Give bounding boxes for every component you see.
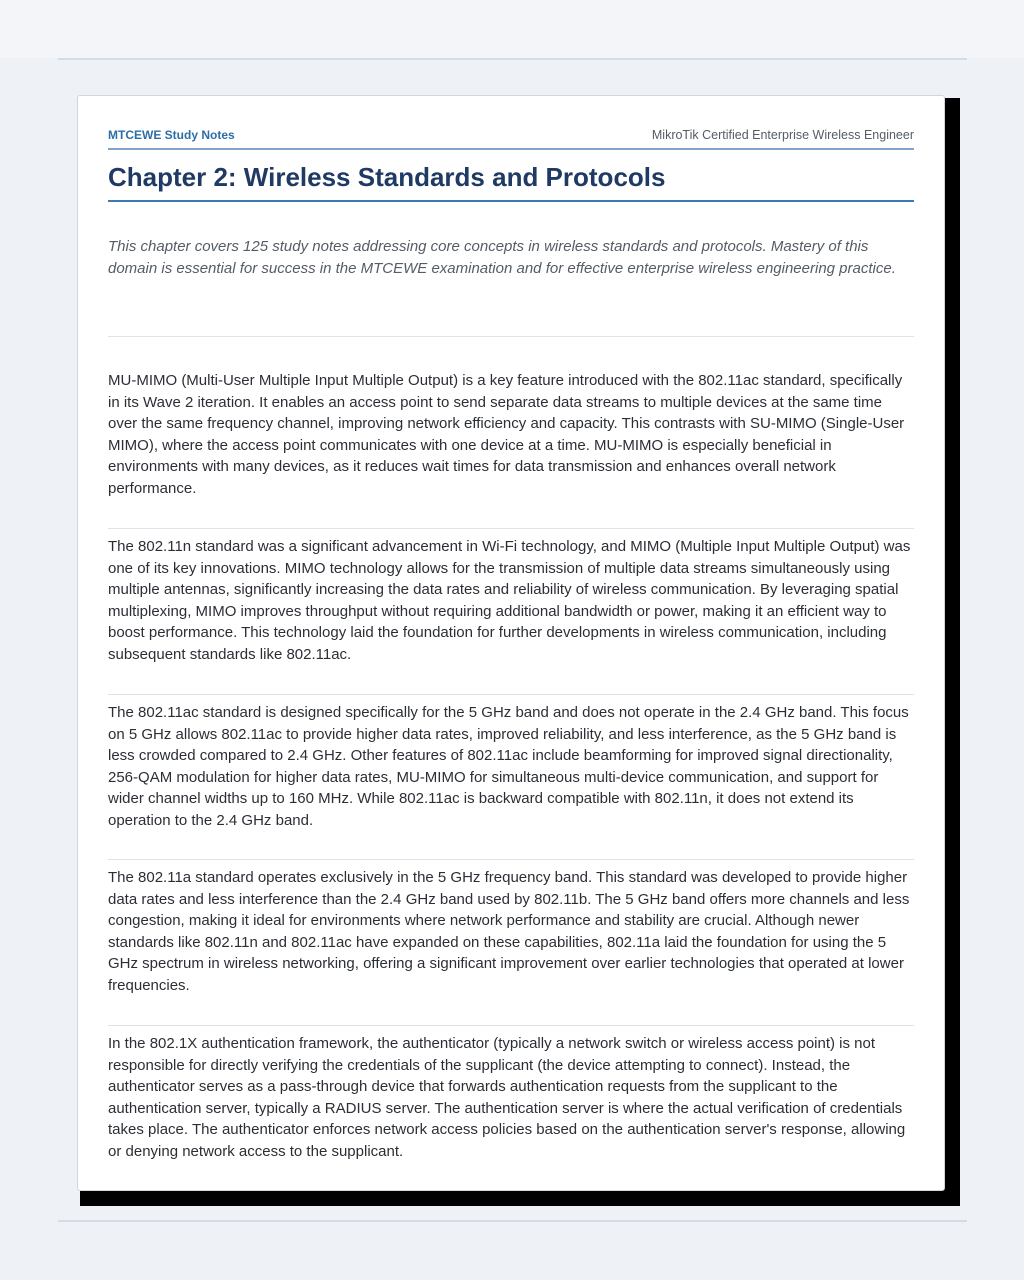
section-divider xyxy=(108,336,914,337)
note-divider xyxy=(108,528,914,529)
study-note: The 802.11n standard was a significant advancement in Wi-Fi technology, and MIMO (Multiple Input Multiple Output) was one of its key innovations. MIMO technology allows for the transmission of multiple data streams simultaneously using multiple antennas, significantly increasing the data rates and reliability of wireless communication. By leveraging spatial multiplexing, MIMO improves throughput without requiring additional bandwidth or power, making it an efficient way to boost performance. This technology laid the foundation for further developments in wireless communication, including subsequent standards like 802.11ac. xyxy=(108,538,911,663)
note-divider xyxy=(108,694,914,695)
chapter-title: Chapter 2: Wireless Standards and Protocols xyxy=(108,160,914,202)
top-divider xyxy=(58,58,967,60)
bottom-divider xyxy=(58,1220,967,1222)
chapter-intro: This chapter covers 125 study notes addressing core concepts in wireless standards and protocols. Mastery of this domain is essential for success in the MTCEWE examination and for effective enterprise wireless engineering practice. xyxy=(108,238,896,277)
running-header xyxy=(108,126,914,150)
study-note: MU-MIMO (Multi-User Multiple Input Multiple Output) is a key feature introduced with the 802.11ac standard, specifically in its Wave 2 iteration. It enables an access point to send separate data streams to multiple devices at the same time over the same frequency channel, improving network efficiency and capacity. This contrasts with SU-MIMO (Single-User MIMO), where the access point communicates with one device at a time. MU-MIMO is especially beneficial in environments with many devices, as it reduces wait times for data transmission and enhances overall network performance. xyxy=(108,372,905,497)
study-note: In the 802.1X authentication framework, the authenticator (typically a network switch or wireless access point) is not responsible for directly verifying the credentials of the supplicant (the device attempting to connect). Instead, the authenticator serves as a pass-through device that forwards authentication requests from the supplicant to the authentication server, typically a RADIUS server. The authentication server is where the actual verification of credentials takes place. The authenticator enforces network access policies based on the authentication server's response, allowing or denying network access to the supplicant. xyxy=(108,1035,906,1160)
viewer-top-bar xyxy=(0,0,1024,58)
note-divider xyxy=(108,1025,914,1026)
study-note: The 802.11a standard operates exclusively in the 5 GHz frequency band. This standard was developed to provide higher data rates and less interference than the 2.4 GHz band used by 802.11b. The 5 GHz band offers more channels and less congestion, making it ideal for environments where network performance and stability are crucial. Although newer standards like 802.11n and 802.11ac have expanded on these capabilities, 802.11a laid the foundation for using the 5 GHz spectrum in wireless networking, offering a significant improvement over earlier technologies that operated at lower frequencies. xyxy=(108,869,910,994)
note-divider xyxy=(108,859,914,860)
header-right-text: MikroTik Certified Enterprise Wireless Engineer xyxy=(651,128,914,142)
study-note: The 802.11ac standard is designed specifically for the 5 GHz band and does not operate in the 2.4 GHz band. This focus on 5 GHz allows 802.11ac to provide higher data rates, improved reliability, and less interference, as the 5 GHz band is less crowded compared to 2.4 GHz. Other features of 802.11ac include beamforming for improved signal directionality, 256-QAM modulation for higher data rates, MU-MIMO for simultaneous multi-device communication, and support for wider channel widths up to 160 MHz. While 802.11ac is backward compatible with 802.11n, it does not extend its operation to the 2.4 GHz band. xyxy=(108,704,909,829)
header-left-text: MTCEWE Study Notes xyxy=(108,128,235,142)
document-page xyxy=(77,95,945,1191)
